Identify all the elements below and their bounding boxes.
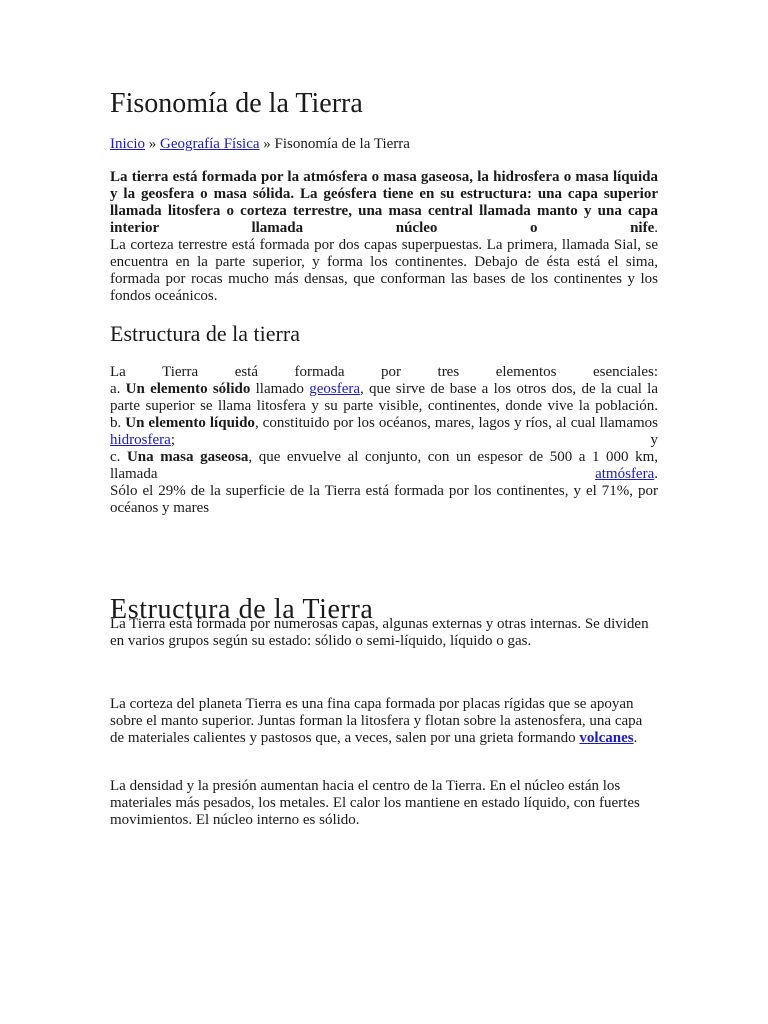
breadcrumb-separator: » — [148, 136, 157, 152]
link-volcanes[interactable] — [579, 730, 633, 746]
element-a-text: , que sirve de base a los otros dos, de la cual la parte superior se llama litosfera y su parte visible, continentes, donde vive la población. — [110, 381, 658, 414]
section-heading: Estructura de la tierra — [110, 321, 300, 346]
breadcrumb-current: Fisonomía de la Tierra — [274, 136, 410, 152]
intro-bold-text: La tierra está formada por la atmósfera o masa gaseosa, la hidrosfera o masa líquida y la geosfera o masa sólida. La geósfera tiene en su estructura: una capa superior llamada litosfera o corteza terrestre, una masa central llamada manto y una capa interior llamada núcleo o nife — [110, 169, 658, 236]
intro-bold-end: . — [654, 220, 658, 236]
link-geosfera[interactable]: geosfera — [309, 381, 361, 397]
intro-paragraph: La corteza terrestre está formada por dos capas superpuestas. La primera, llamada Sial, se encuentra en la parte superior, y forma los continentes. Debajo de ésta está el sima, formada por rocas mucho más densas, que conforman las bases de los continentes y los fondos oceánicos. — [110, 237, 658, 304]
element-a-prefix: a. — [110, 381, 126, 397]
breadcrumb-link-home[interactable]: Inicio — [110, 136, 145, 152]
surface-summary: Sólo el 29% de la superficie de la Tierra está formada por los continentes, y el 71%, por océanos y mares — [110, 483, 658, 516]
crust-paragraph — [110, 696, 658, 747]
page-title: Fisonomía de la Tierra — [110, 88, 363, 119]
density-text: La densidad y la presión aumentan hacia el centro de la Tierra. En el núcleo están los materiales más pesados, los metales. El calor los mantiene en estado líquido, con fuertes movimientos. El núcleo interno es sólido. — [110, 778, 640, 828]
crust-text-end: . — [633, 730, 638, 746]
section-title: Estructura de la Tierra — [110, 594, 374, 625]
breadcrumb-link-section[interactable]: Geografía Física — [160, 136, 260, 152]
element-c-prefix: c. — [110, 449, 127, 465]
element-b-text: , constituido por los océanos, mares, lagos y ríos, al cual llamamos — [254, 415, 658, 431]
link-hidrosfera[interactable]: hidrosfera — [110, 432, 171, 448]
elements-list — [110, 364, 658, 517]
element-b-text: ; y — [170, 432, 658, 448]
element-c-bold: Una masa gaseosa — [126, 449, 249, 465]
element-a-text: llamado — [250, 381, 310, 397]
breadcrumb — [110, 136, 658, 153]
element-b — [110, 415, 658, 449]
link-volcanes-label: volcanes — [579, 730, 634, 746]
element-a-bold: Un elemento sólido — [125, 381, 251, 397]
link-atmosfera[interactable]: atmósfera — [595, 466, 655, 482]
element-c — [110, 449, 658, 483]
density-paragraph — [110, 778, 658, 829]
element-a — [110, 381, 658, 415]
intro-bold-paragraph — [110, 169, 658, 237]
layers-paragraph — [110, 616, 658, 650]
crust-text-body: La corteza del planeta Tierra es una fina capa formada por placas rígidas que se apoyan sobre el manto superior. Juntas forman la litosfera y flotan sobre la astenosfera, una capa de materiales calientes y pastosos que, a veces, salen por una grieta formando — [110, 696, 643, 746]
element-c-text: . — [654, 466, 658, 482]
element-b-prefix: b. — [110, 415, 126, 431]
crust-text — [110, 696, 658, 747]
element-c-text: , que envuelve al conjunto, con un espesor de 500 a 1 000 km, llamada — [110, 449, 658, 482]
elements-intro: La Tierra está formada por tres elementos esenciales: — [110, 364, 658, 380]
element-b-bold: Un elemento líquido — [125, 415, 255, 431]
layers-text: La Tierra está formada por numerosas capas, algunas externas y otras internas. Se dividen en varios grupos según su estado: sólido o semi-líquido, líquido o gas. — [110, 616, 649, 649]
breadcrumb-separator: » — [263, 136, 271, 152]
